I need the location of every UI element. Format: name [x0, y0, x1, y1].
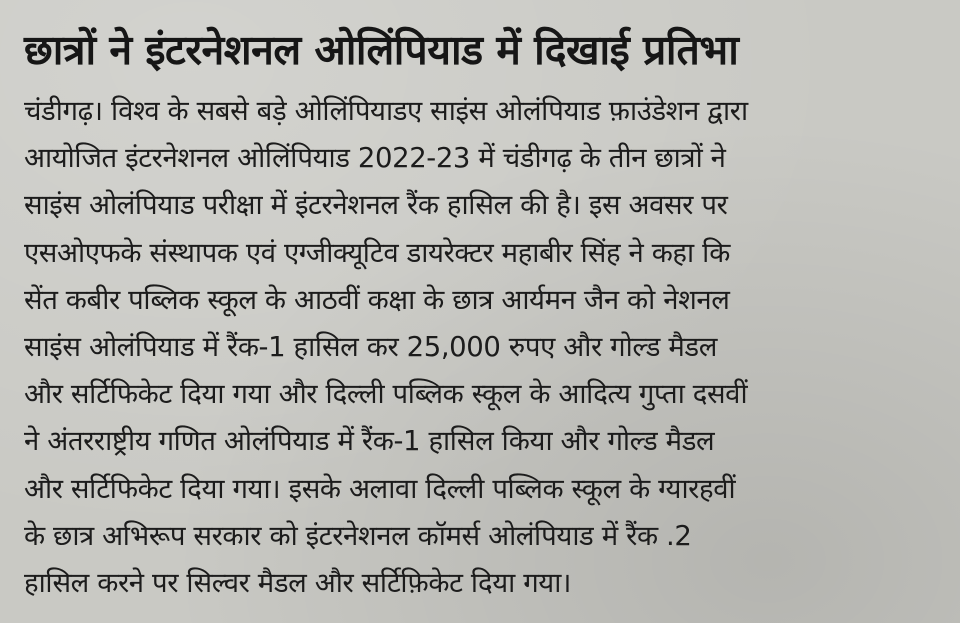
article-line: चंडीगढ़। विश्व के सबसे बड़े ओलिंपियाडए साइंस ओलंपियाड फ़ाउंडेशन द्वारा: [24, 95, 748, 127]
article-line: साइंस ओलंपियाड में रैंक-1 हासिल कर 25,000 रुपए और गोल्ड मैडल: [24, 331, 717, 364]
headline: छात्रों ने इंटरनेशनल ओलिंपियाड में दिखाई प्रतिभा: [24, 26, 739, 74]
article-line: ने अंतरराष्ट्रीय गणित ओलंपियाड में रैंक-1 हासिल किया और गोल्ड मैडल: [24, 425, 715, 458]
article-line: हासिल करने पर सिल्वर मैडल और सर्टिफ़िकेट दिया गया।: [24, 567, 571, 600]
article-line: आयोजित इंटरनेशनल ओलिंपियाड 2022-23 में चंडीगढ़ के तीन छात्रों ने: [24, 142, 726, 175]
article-body: [24, 88, 930, 607]
article-line: एसओएफके संस्थापक एवं एग्जीक्यूटिव डायरेक्टर महाबीर सिंह ने कहा कि: [24, 236, 730, 269]
article-line: और सर्टिफिकेट दिया गया। इसके अलावा दिल्ली पब्लिक स्कूल के ग्यारहवीं: [24, 472, 736, 505]
article-line: और सर्टिफिकेट दिया गया और दिल्ली पब्लिक स्कूल के आदित्य गुप्ता दसवीं: [24, 378, 748, 411]
article-line: के छात्र अभिरूप सरकार को इंटरनेशनल कॉमर्स ओलंपियाड में रैंक .2: [24, 519, 692, 552]
article-line: साइंस ओलंपियाड परीक्षा में इंटरनेशनल रैंक हासिल की है। इस अवसर पर: [24, 189, 728, 222]
article-line: सेंत कबीर पब्लिक स्कूल के आठवीं कक्षा के छात्र आर्यमन जैन को नेशनल: [24, 283, 730, 316]
